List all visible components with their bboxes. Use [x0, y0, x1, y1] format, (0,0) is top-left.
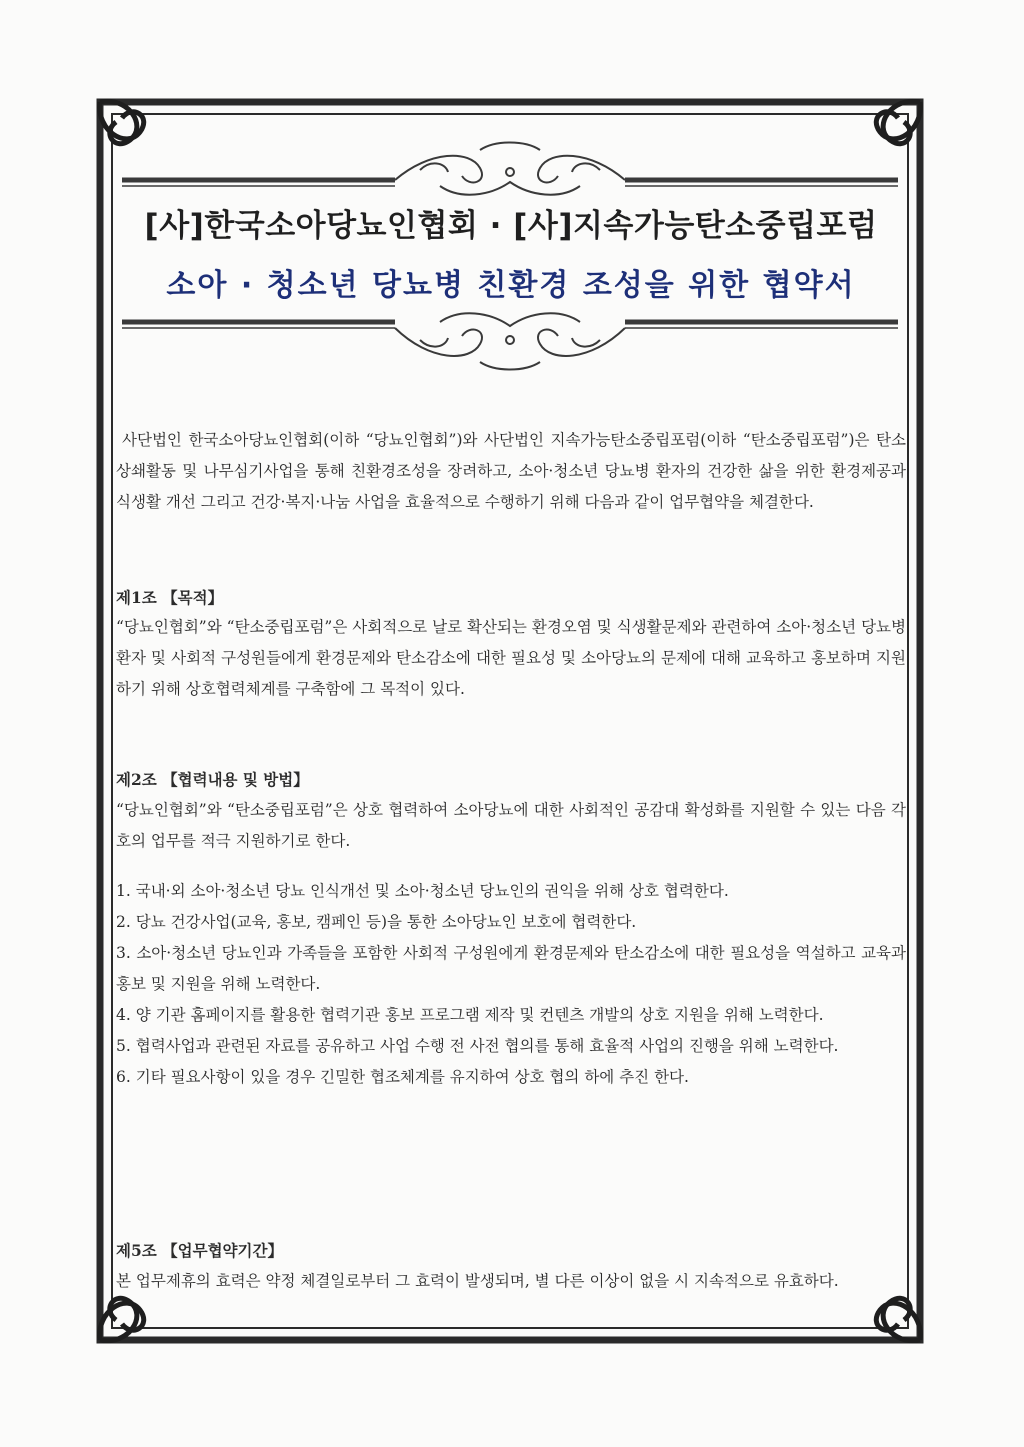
corner-ornament-bottom-right	[876, 1298, 920, 1341]
article5-text: 본 업무제휴의 효력은 약정 체결일로부터 그 효력이 발생되며, 별 다른 이상이 없을 시 지속적으로 유효하다.	[116, 1272, 839, 1290]
flourish-bottom	[395, 313, 625, 369]
document-title-organizations: [사]한국소아당뇨인협회 · [사]지속가능탄소중립포럼	[144, 208, 878, 244]
list-item: 3. 소아·청소년 당뇨인과 가족들을 포함한 사회적 구성원에게 환경문제와 탄소감소에 대한 필요성을 역설하고 교육과 홍보 및 지원을 위해 노력한다.	[116, 944, 906, 993]
list-item: 5. 협력사업과 관련된 자료를 공유하고 사업 수행 전 사전 협의를 통해 효율적 사업의 진행을 위해 노력한다.	[116, 1037, 839, 1055]
corner-ornament-top-right	[876, 101, 920, 144]
document-title-agreement: 소아 · 청소년 당뇨병 친환경 조성을 위한 협약서	[166, 268, 856, 303]
intro-paragraph: 사단법인 한국소아당뇨인협회(이하 “당뇨인협회”)와 사단법인 지속가능탄소중립포럼(이하 “탄소중립포럼”)은 탄소상쇄활동 및 나무심기사업을 통해 친환경조성을 장려하고, 소아·청소년 당뇨병 환자의 건강한 삶을 위한 환경제공과 식생활 개선 그리고 건강·복지·나눔 사업을 효율적으로 수행하기 위해 다음과 같이 업무협약을 체결한다.	[116, 431, 906, 511]
flourish-top	[395, 143, 625, 195]
list-item: 4. 양 기관 홈페이지를 활용한 협력기관 홍보 프로그램 제작 및 컨텐츠 개발의 상호 지원을 위해 노력한다.	[116, 1006, 824, 1024]
list-item: 2. 당뇨 건강사업(교육, 홍보, 캠페인 등)을 통한 소아당뇨인 보호에 협력한다.	[116, 913, 637, 931]
article2-heading: 제2조 【협력내용 및 방법】	[116, 770, 309, 789]
list-item: 6. 기타 필요사항이 있을 경우 긴밀한 협조체계를 유지하여 상호 협의 하에 추진 한다.	[116, 1068, 689, 1086]
corner-ornament-bottom-left	[100, 1298, 144, 1341]
article2-items	[116, 876, 906, 1093]
article5-heading: 제5조 【업무협약기간】	[116, 1241, 283, 1260]
article2-text: “당뇨인협회”와 “탄소중립포럼”은 상호 협력하여 소아당뇨에 대한 사회적인 공감대 확성화를 지원할 수 있는 다음 각 호의 업무를 적극 지원하기로 한다.	[116, 801, 906, 850]
corner-ornament-top-left	[100, 101, 144, 144]
article1-text: “당뇨인협회”와 “탄소중립포럼”은 사회적으로 날로 확산되는 환경오염 및 식생활문제와 관련하여 소아·청소년 당뇨병 환자 및 사회적 구성원들에게 환경문제와 탄소감소에 대한 필요성 및 소아당뇨의 문제에 대해 교육하고 홍보하며 지원하기 위해 상호협력체계를 구축함에 그 목적이 있다.	[116, 618, 906, 698]
article1-heading: 제1조 【목적】	[116, 588, 224, 607]
list-item: 1. 국내·외 소아·청소년 당뇨 인식개선 및 소아·청소년 당뇨인의 권익을 위해 상호 협력한다.	[116, 882, 729, 900]
